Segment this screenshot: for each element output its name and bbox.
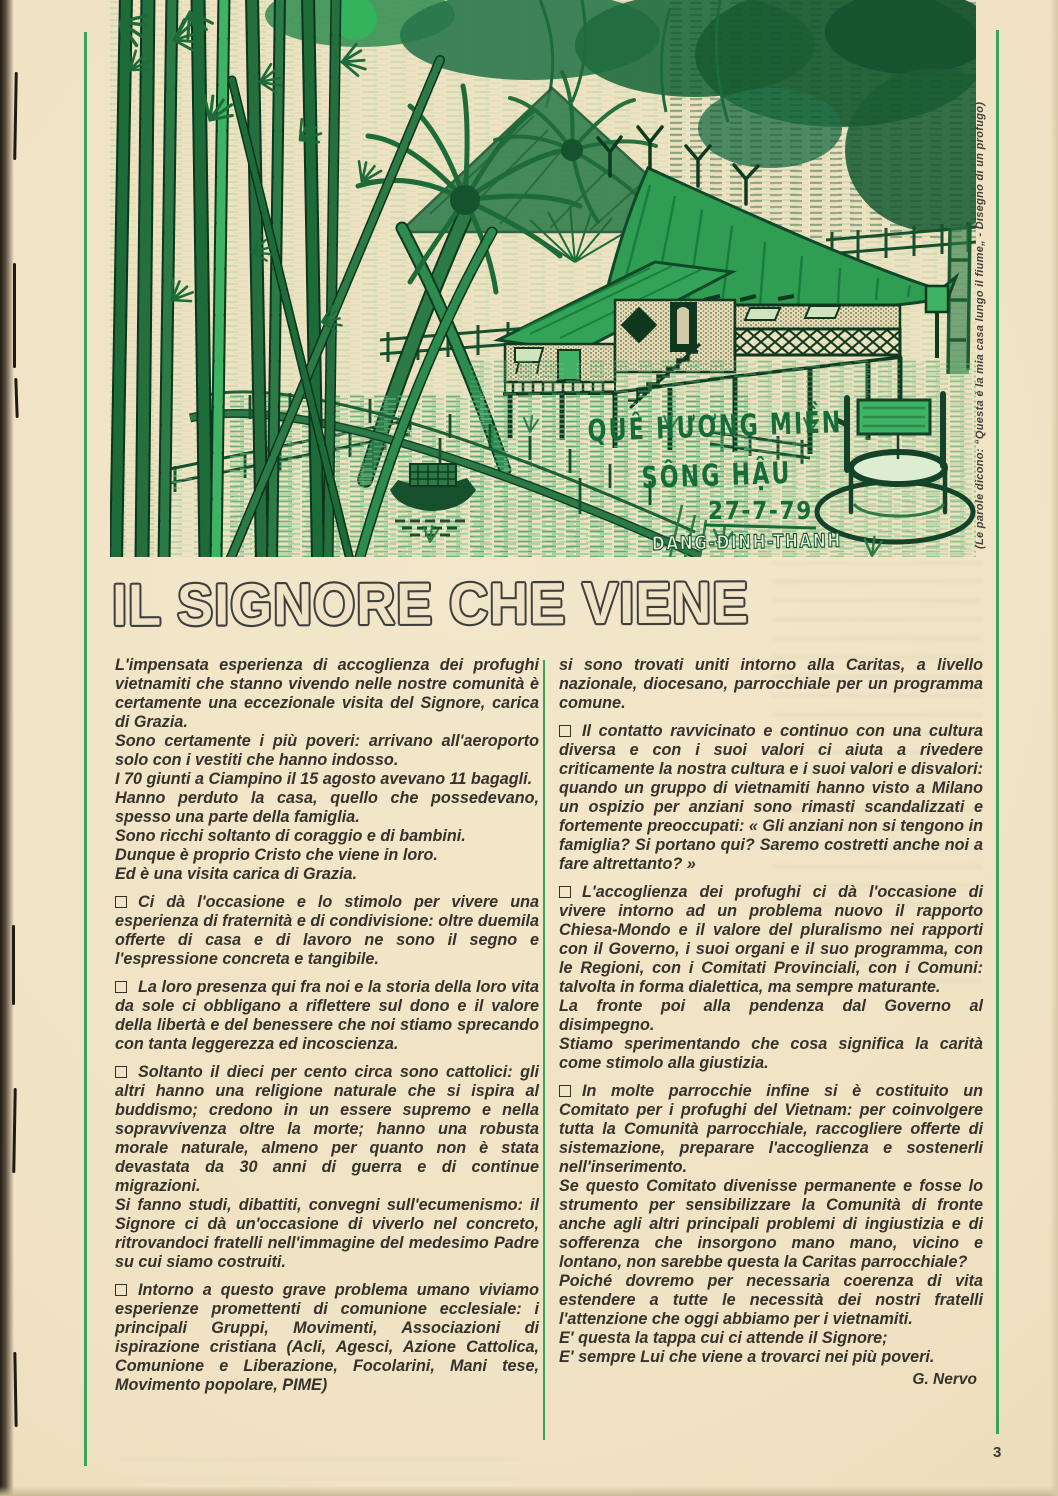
article-body [115,656,983,1395]
page-edge-left [0,0,14,1496]
paragraph: Hanno perduto la casa, quello che possedevano, spesso una parte della famiglia. [115,789,539,826]
paragraph: E' sempre Lui che viene a trovarci nei più poveri. [559,1348,935,1366]
paragraph: Stiamo sperimentando che cosa significa la carità come stimolo alla giustizia. [559,1035,983,1072]
checkbox-bullet [559,1085,571,1097]
article-title: IL SIGNORE CHE VIENE [112,570,750,638]
paragraph: Intorno a questo grave problema umano viviamo esperienze promettenti di comunione ecclesiale: i principali Gruppi, Movimenti, Associazioni di ispirazione cristiana (Acli, Agesci, Azione Cattolica, Comunione e Liberazione, Focolarini, Mani tese, Movimento popolare, PIME) [115,1281,539,1394]
page-edge-bottom [0,1486,1058,1496]
artist-signature: DANG-ĐINH-THANH [651,528,888,555]
paragraph: Ci dà l'occasione e lo stimolo per vivere una esperienza di fraternità e di condivisione: oltre duemila offerte di casa e di lavoro ne sono il segno e l'espressione concreta e tangibile. [115,893,539,968]
paragraph: Dunque è proprio Cristo che viene in loro. [115,846,438,864]
paragraph: Sono certamente i più poveri: arrivano all'aeroporto solo con i vestiti che hanno indosso. [115,732,539,769]
byline: G. Nervo [912,1371,977,1388]
paragraph: La fronte poi alla pendenza dal Governo al disimpegno. [559,997,983,1034]
paragraph: In molte parrocchie infine si è costituito un Comitato per i profughi del Vietnam: per coinvolgere tutta la Comunità parrocchiale, raccogliere offerte di sistemazione, preparare l'accoglienza e sostenerli nell'inserimento. [559,1082,983,1176]
paragraph: E' questa la tappa cui ci attende il Signore; [559,1329,888,1347]
paragraph: Ed è una visita carica di Grazia. [115,865,358,883]
paragraph: Poiché dovremo per necessaria coerenza di vita estendere a tutte le necessità dei nostri fratelli l'attenzione che oggi abbiamo per i vietnamiti. [559,1272,983,1328]
page-edge-right [1050,0,1058,1496]
drawing-caption-vertical: (Le parole dicono: “Questa è la mia casa lungo il fiume„ - Disegno di un profugo) [974,101,986,549]
stitch-mark [12,1088,16,1173]
refugee-drawing [110,0,976,557]
bleedthrough-ghost [120,1450,520,1480]
paragraph: si sono trovati uniti intorno alla Caritas, a livello nazionale, diocesano, parrocchiale per un programma comune. [559,656,983,712]
paragraph: Soltanto il dieci per cento circa sono cattolici: gli altri hanno una religione naturale che si ispira al buddismo; credono in un essere supremo e nella sopravvivenza oltre la morte; hanno una robusta morale naturale, almeno per quanto non è stata devastata da 30 anni di guerra e di continue migrazioni. [115,1063,539,1195]
stitch-mark [14,378,18,418]
right-green-rule [996,30,999,1434]
paragraph: Se questo Comitato divenisse permanente e fosse lo strumento per sensibilizzare la Comunità di fronte anche agli altri principali problemi di ingiustizia e di sofferenza che insorgono mano mano, vicino e lontano, non sarebbe questa la Caritas parrocchiale? [559,1177,983,1271]
paragraph: La loro presenza qui fra noi e la storia della loro vita da sole ci obbligano a riflettere sul dono e il valore della libertà e del benessere che noi stiamo sprecando con tanta leggerezza ed incoscienza. [115,978,539,1053]
paragraph: Si fanno studi, dibattiti, convegni sull'ecumenismo: il Signore ci dà un'occasione di viverlo nel concreto, ritrovandoci fratelli nell'immagine del medesimo Padre su cui siamo costruiti. [115,1196,539,1271]
checkbox-bullet [115,1284,127,1296]
inscription-line2: SÔNG HẬU [641,453,847,496]
checkbox-bullet [559,886,571,898]
stitch-mark [13,1352,17,1427]
checkbox-bullet [115,896,127,908]
column-right [559,656,983,1395]
checkbox-bullet [115,1066,127,1078]
inscription-date: 27-7-79 [708,496,813,525]
stitch-mark [12,925,15,1005]
stitch-mark [13,263,16,368]
paragraph: L'accoglienza dei profughi ci dà l'occasione di vivere intorno ad un problema nuovo il rapporto Chiesa-Mondo e il valore del pluralismo nei rapporti con il Governo, i suoi organi e il suo programma, con le Regioni, con i Comitati Provinciali, con i Comuni: talvolta in forma dialettica, ma sempre maturante. [559,883,983,996]
page-number: 3 [993,1444,1002,1461]
paragraph: Il contatto ravvicinato e continuo con una cultura diversa e con i suoi valori ci aiuta a rivedere criticamente la nostra cultura e i suoi valori e disvalori: quando un gruppo di vietnamiti hanno visto a Milano un ospizio per anziani sono rimasti scandalizzati e fortemente preoccupati: « Gli anziani non si tengono in famiglia? Si portano qui? Saremo costretti anche noi a fare altrettanto? » [559,722,983,873]
stitch-mark [13,72,18,160]
inscription-line1: QUÊ HƯƠNG MIỀN [587,401,935,449]
paragraph: I 70 giunti a Ciampino il 15 agosto avevano 11 bagagli. [115,770,533,788]
left-green-rule [84,32,87,1466]
checkbox-bullet [115,981,127,993]
paragraph: Sono ricchi soltanto di coraggio e di bambini. [115,827,466,845]
checkbox-bullet [559,725,571,737]
paragraph: L'impensata esperienza di accoglienza dei profughi vietnamiti che stanno vivendo nelle nostre comunità è certamente una eccezionale visita del Signore, carica di Grazia. [115,656,539,731]
column-left [115,656,539,1395]
